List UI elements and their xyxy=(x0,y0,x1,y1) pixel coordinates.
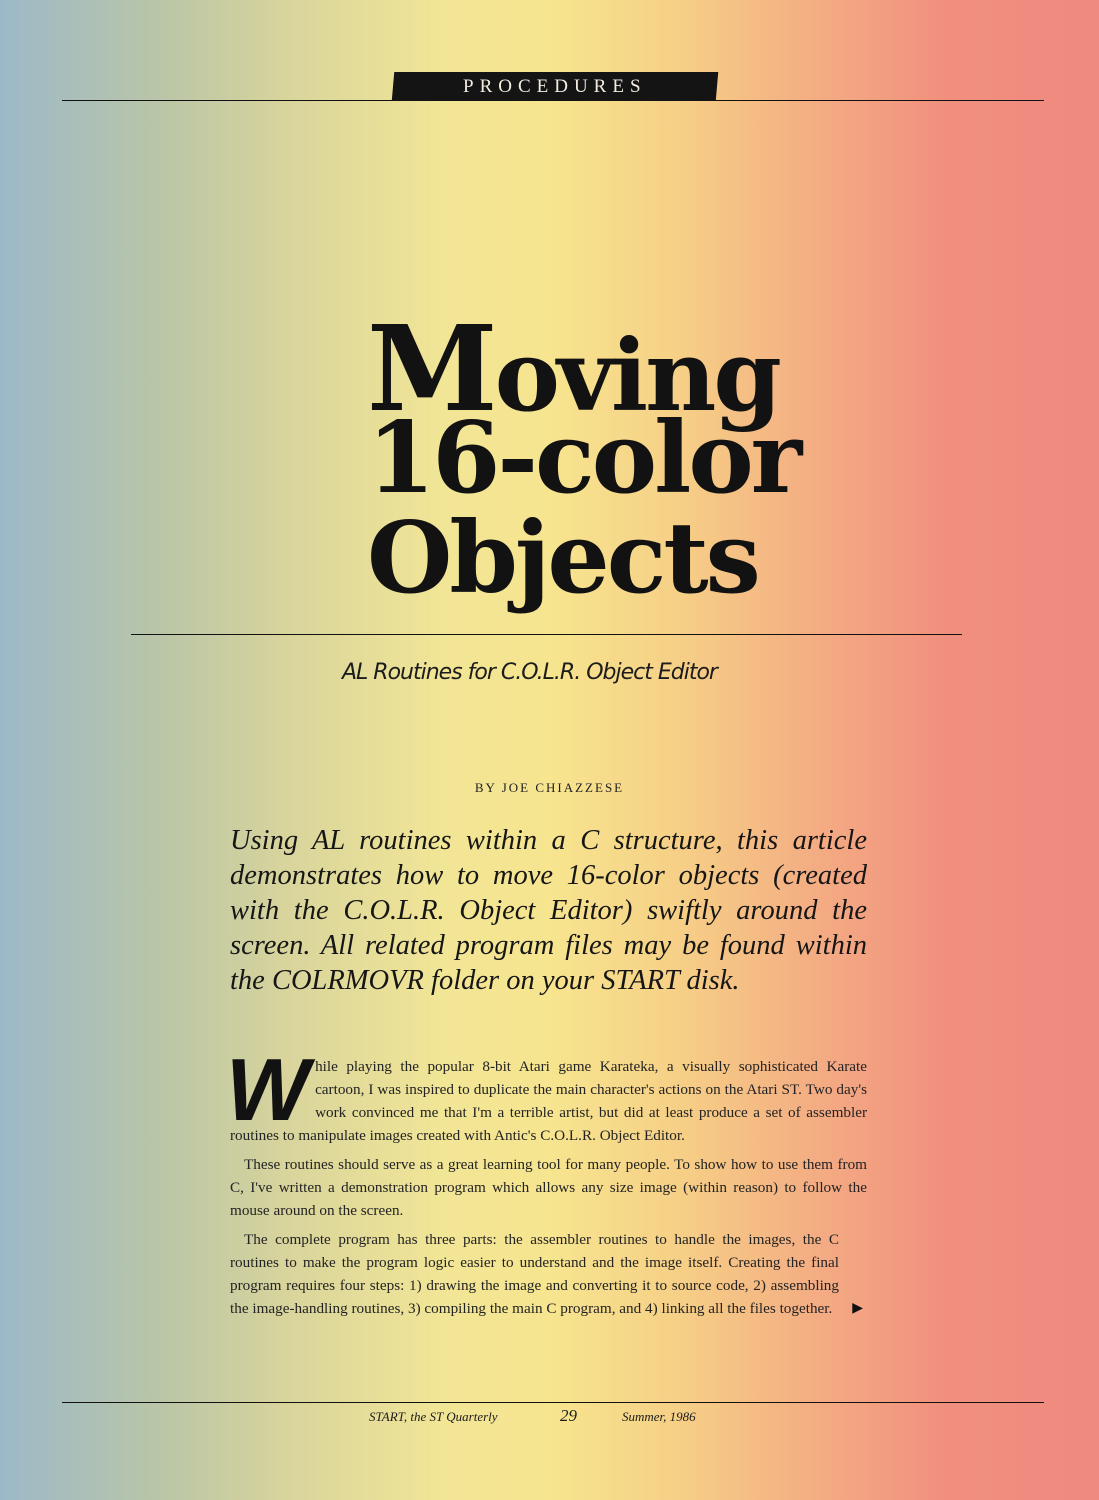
title-line-3: Objects xyxy=(367,501,758,616)
byline: BY JOE CHIAZZESE xyxy=(474,780,625,795)
body-paragraph-3-text: The complete program has three parts: the assembler routines to handle the images, the C routines to make the program logic easier to understand and the image itself. Creating the final program requires four steps: 1) drawing the image and converting it to source code, 2) assembling the image-handling routines, 3) compiling the main C program, and 4) linking all the files together. xyxy=(230,1231,839,1317)
title-line-1 xyxy=(367,299,887,438)
title-initial: M xyxy=(367,299,495,438)
page-footer xyxy=(0,1408,1099,1428)
body-paragraph-3 xyxy=(230,1228,867,1320)
article-title xyxy=(367,299,887,616)
article-body xyxy=(226,1040,867,1326)
article-subtitle: AL Routines for C.O.L.R. Object Editor xyxy=(342,660,717,685)
section-tab xyxy=(392,72,719,101)
article-deck: Using AL routines within a C structure, this article demonstrates how to move 16-color objects (created with the C.O.L.R. Object Editor) swiftly around the screen. All related program files may be found within the COLRMOVR folder on your START disk. xyxy=(230,825,867,996)
body-paragraph-2: These routines should serve as a great learning tool for many people. To show how to use them from C, I've written a demonstration program which allows any size image (within reason) to follow the mouse around on the screen. xyxy=(230,1156,867,1219)
body-paragraph-1 xyxy=(226,1040,867,1147)
drop-cap: W xyxy=(226,1040,310,1139)
continue-arrow-icon: ▶ xyxy=(852,1301,863,1316)
footer-page-number: 29 xyxy=(560,1406,577,1425)
title-rule xyxy=(131,634,962,635)
footer-issue: Summer, 1986 xyxy=(622,1409,696,1424)
title-line-2: 16-color xyxy=(367,401,800,516)
title-line-1-rest: oving xyxy=(494,319,779,434)
section-label: PROCEDURES xyxy=(463,76,647,97)
body-paragraph-1-text: hile playing the popular 8-bit Atari game Karateka, a visually sophisticated Karate cartoon, I was inspired to duplicate the main character's actions on the Atari ST. Two day's work convinced me that I'm a terrible artist, but did at least produce a set of assembler routines to manipulate images created with Antic's C.O.L.R. Object Editor. xyxy=(230,1058,867,1144)
bottom-rule xyxy=(62,1402,1044,1403)
footer-publication: START, the ST Quarterly xyxy=(369,1409,498,1424)
